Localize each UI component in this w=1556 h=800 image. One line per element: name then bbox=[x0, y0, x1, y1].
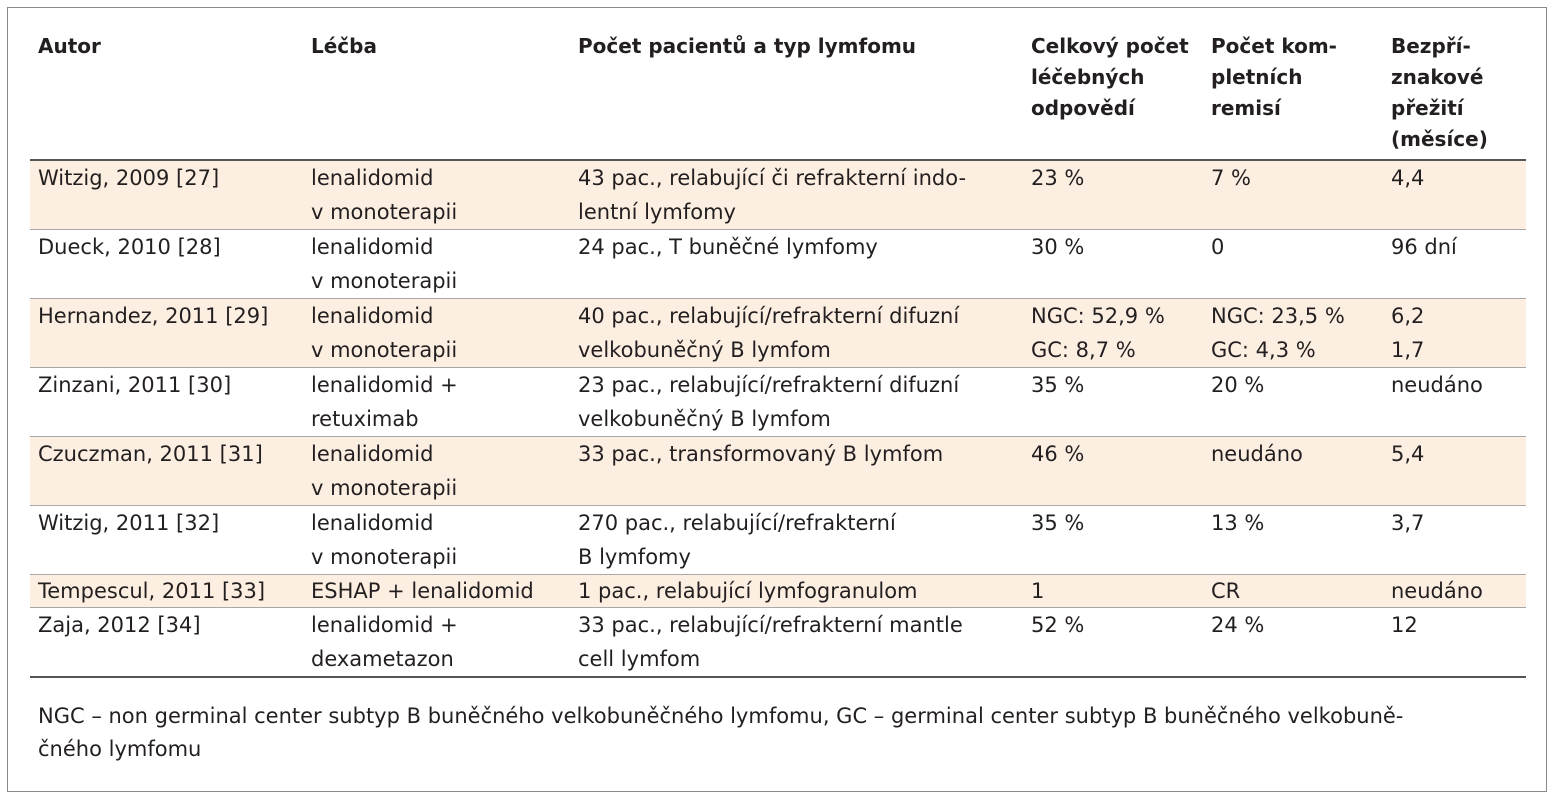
cell-remission: 7 % bbox=[1203, 160, 1383, 230]
cell-patients: 43 pac., relabující či refrakterní indo- lentní lymfomy bbox=[570, 160, 1023, 230]
cell-treatment: lenalidomid v monoterapii bbox=[303, 160, 570, 230]
cell-patients: 33 pac., relabující/refrakterní mantle cell lymfom bbox=[570, 608, 1023, 678]
table-footnote bbox=[30, 700, 1526, 766]
header-response: Celkový počet léčebných odpovědí bbox=[1023, 27, 1203, 160]
cell-patients: 1 pac., relabující lymfogranulom bbox=[570, 575, 1023, 608]
table-row bbox=[30, 608, 1526, 678]
table-row bbox=[30, 575, 1526, 608]
results-table bbox=[30, 27, 1526, 678]
cell-author: Dueck, 2010 [28] bbox=[30, 230, 303, 299]
cell-author: Tempescul, 2011 [33] bbox=[30, 575, 303, 608]
cell-response: 35 % bbox=[1023, 506, 1203, 575]
cell-remission: neudáno bbox=[1203, 437, 1383, 506]
cell-remission: NGC: 23,5 % GC: 4,3 % bbox=[1203, 299, 1383, 368]
cell-treatment: lenalidomid + dexametazon bbox=[303, 608, 570, 678]
cell-patients: 24 pac., T buněčné lymfomy bbox=[570, 230, 1023, 299]
cell-patients: 23 pac., relabující/refrakterní difuzní velkobuněčný B lymfom bbox=[570, 368, 1023, 437]
table-row bbox=[30, 160, 1526, 230]
table-row bbox=[30, 299, 1526, 368]
cell-survival: neudáno bbox=[1383, 368, 1526, 437]
table-row bbox=[30, 437, 1526, 506]
cell-treatment: ESHAP + lenalidomid bbox=[303, 575, 570, 608]
cell-survival: 6,2 1,7 bbox=[1383, 299, 1526, 368]
cell-response: 52 % bbox=[1023, 608, 1203, 678]
cell-remission: 24 % bbox=[1203, 608, 1383, 678]
cell-response: 35 % bbox=[1023, 368, 1203, 437]
table-row bbox=[30, 368, 1526, 437]
cell-patients: 270 pac., relabující/refrakterní B lymfomy bbox=[570, 506, 1023, 575]
cell-author: Zinzani, 2011 [30] bbox=[30, 368, 303, 437]
header-patients: Počet pacientů a typ lymfomu bbox=[570, 27, 1023, 160]
cell-patients: 33 pac., transformovaný B lymfom bbox=[570, 437, 1023, 506]
cell-treatment: lenalidomid + retuximab bbox=[303, 368, 570, 437]
cell-response: 23 % bbox=[1023, 160, 1203, 230]
cell-patients: 40 pac., relabující/refrakterní difuzní velkobuněčný B lymfom bbox=[570, 299, 1023, 368]
header-survival: Bezpří- znakové přežití (měsíce) bbox=[1383, 27, 1526, 160]
cell-survival: 4,4 bbox=[1383, 160, 1526, 230]
table-row bbox=[30, 230, 1526, 299]
cell-response: NGC: 52,9 % GC: 8,7 % bbox=[1023, 299, 1203, 368]
cell-author: Czuczman, 2011 [31] bbox=[30, 437, 303, 506]
cell-author: Witzig, 2009 [27] bbox=[30, 160, 303, 230]
header-row bbox=[30, 27, 1526, 160]
cell-author: Witzig, 2011 [32] bbox=[30, 506, 303, 575]
cell-remission: 0 bbox=[1203, 230, 1383, 299]
cell-remission: 20 % bbox=[1203, 368, 1383, 437]
cell-survival: 3,7 bbox=[1383, 506, 1526, 575]
cell-treatment: lenalidomid v monoterapii bbox=[303, 299, 570, 368]
cell-treatment: lenalidomid v monoterapii bbox=[303, 437, 570, 506]
footnote-text: NGC – non germinal center subtyp B buněčného velkobuněčného lymfomu, GC – germinal center subtyp B buněčného velkobuně- čného lymfomu bbox=[38, 704, 1404, 761]
cell-survival: 96 dní bbox=[1383, 230, 1526, 299]
cell-treatment: lenalidomid v monoterapii bbox=[303, 506, 570, 575]
cell-survival: 12 bbox=[1383, 608, 1526, 678]
cell-response: 30 % bbox=[1023, 230, 1203, 299]
cell-survival: neudáno bbox=[1383, 575, 1526, 608]
cell-author: Zaja, 2012 [34] bbox=[30, 608, 303, 678]
header-remission: Počet kom- pletních remisí bbox=[1203, 27, 1383, 160]
cell-survival: 5,4 bbox=[1383, 437, 1526, 506]
header-author: Autor bbox=[30, 27, 303, 160]
cell-response: 46 % bbox=[1023, 437, 1203, 506]
cell-author: Hernandez, 2011 [29] bbox=[30, 299, 303, 368]
cell-treatment: lenalidomid v monoterapii bbox=[303, 230, 570, 299]
cell-remission: 13 % bbox=[1203, 506, 1383, 575]
cell-response: 1 bbox=[1023, 575, 1203, 608]
table-row bbox=[30, 506, 1526, 575]
header-treatment: Léčba bbox=[303, 27, 570, 160]
cell-remission: CR bbox=[1203, 575, 1383, 608]
